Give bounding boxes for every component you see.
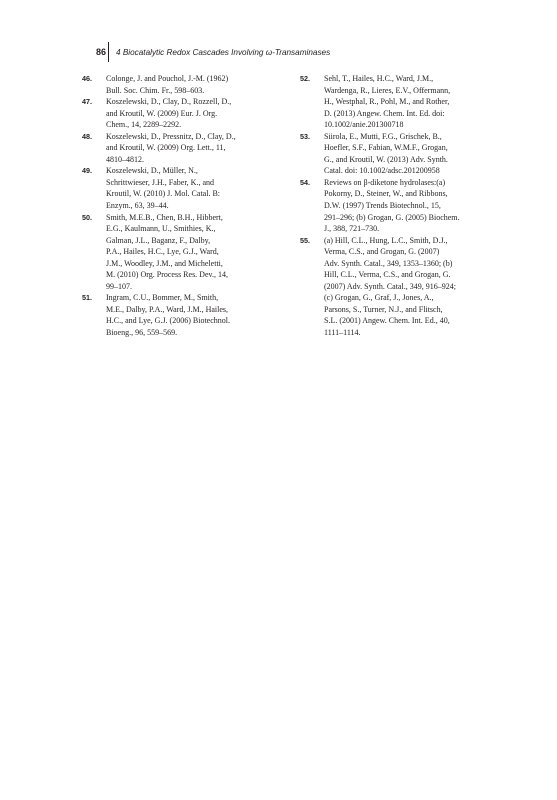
reference-entry [300,235,495,339]
reference-line: Hill, C.L., Verma, C.S., and Grogan, G. [324,270,451,280]
reference-line: Parsons, S., Turner, N.J., and Flitsch, [324,304,443,314]
reference-number: 51. [82,293,92,303]
reference-line: Koszelewski, D., Clay, D., Rozzell, D., [106,97,232,107]
reference-line: E.G., Kaulmann, U., Smithies, K., [106,224,216,234]
reference-line: 291–296; (b) Grogan, G. (2005) Biochem. [324,212,460,222]
reference-number: 54. [300,177,310,187]
reference-line: and Kroutil, W. (2009) Org. Lett., 11, [106,143,226,153]
reference-number: 50. [82,212,92,222]
reference-number: 53. [300,131,310,141]
reference-entry [300,131,495,177]
reference-line: Kroutil, W. (2010) J. Mol. Catal. B: [106,189,220,199]
reference-number: 48. [82,131,92,141]
reference-line: G., and Kroutil, W. (2013) Adv. Synth. [324,154,448,164]
reference-line: D.W. (1997) Trends Biotechnol., 15, [324,201,441,211]
reference-line: H.C., and Lye, G.J. (2006) Biotechnol. [106,316,230,326]
reference-number: 46. [82,74,92,83]
page-number: 86 [96,47,107,57]
reference-line: S.L. (2001) Angew. Chem. Int. Ed., 40, [324,316,450,326]
reference-line: and Kroutil, W. (2009) Eur. J. Org. [106,108,218,118]
reference-line: Ingram, C.U., Bommer, M., Smith, [106,293,219,303]
reference-line: Galman, J.L., Baganz, F., Dalby, [106,235,211,245]
reference-line: Bioeng., 96, 559–569. [106,328,178,338]
reference-line: 4810–4812. [106,154,144,164]
reference-number: 49. [82,166,92,176]
reference-line: Adv. Synth. Catal., 349, 1353–1360; (b) [324,258,453,268]
reference-line: J., 388, 721–730. [324,224,380,234]
reference-column-left [82,73,292,339]
reference-entry [82,131,292,166]
reference-entry [300,73,495,131]
reference-line: Siirola, E., Mutti, F.G., Grischek, B., [324,131,442,141]
reference-line: M. (2010) Org. Process Res. Dev., 14, [106,270,228,280]
reference-entry [82,292,292,338]
header-rule [108,42,109,62]
reference-line: Wardenga, R., Lieres, E.V., Offermann, [324,85,451,95]
reference-line: Bull. Soc. Chim. Fr., 598–603. [106,85,205,95]
reference-line: Catal. doi: 10.1002/adsc.201200958 [324,166,440,176]
reference-number: 47. [82,97,92,107]
reference-line: (c) Grogan, G., Graf, J., Jones, A., [324,293,434,303]
reference-line: Schrittwieser, J.H., Faber, K., and [106,177,215,187]
reference-line: (a) Hill, C.L., Hung, L.C., Smith, D.J., [324,235,448,245]
reference-line: Reviews on β-diketone hydrolases:(a) [324,177,446,187]
reference-line: Verma, C.S., and Grogan, G. (2007) [324,247,440,257]
reference-line: Chem., 14, 2289–2292. [106,120,182,130]
reference-line: 10.1002/anie.201300718 [324,120,404,130]
reference-entry [300,177,495,235]
reference-line: P.A., Hailes, H.C., Lye, G.J., Ward, [106,247,219,257]
reference-line: Smith, M.E.B., Chen, B.H., Hibbert, [106,212,223,222]
reference-entry [82,96,292,131]
reference-line: Enzym., 63, 39–44. [106,201,169,211]
reference-line: Pokorny, D., Steiner, W., and Ribbons, [324,189,448,199]
reference-line: Colonge, J. and Pouchol, J.-M. (1962) [106,74,229,83]
running-title: 4 Biocatalytic Redox Cascades Involving ω-Transaminases [116,48,331,57]
reference-line: Sehl, T., Hailes, H.C., Ward, J.M., [324,74,434,83]
reference-number: 52. [300,74,310,83]
reference-column-right [300,73,495,339]
reference-line: 1111–1114. [324,328,361,338]
reference-line: M.E., Dalby, P.A., Ward, J.M., Hailes, [106,304,229,314]
reference-line: (2007) Adv. Synth. Catal., 349, 916–924; [324,281,456,291]
reference-number: 55. [300,235,310,245]
reference-line: 99–107. [106,281,132,291]
reference-line: J.M., Woodley, J.M., and Micheletti, [106,258,223,268]
reference-entry [82,165,292,211]
reference-line: D. (2013) Angew. Chem. Int. Ed. doi: [324,108,445,118]
reference-entry [82,73,292,96]
reference-line: Koszelewski, D., Pressnitz, D., Clay, D., [106,131,236,141]
reference-line: H., Westphal, R., Pohl, M., and Rother, [324,97,450,107]
reference-line: Hoefler, S.F., Fabian, W.M.F., Grogan, [324,143,448,153]
reference-entry [82,212,292,293]
reference-line: Koszelewski, D., Müller, N., [106,166,198,176]
